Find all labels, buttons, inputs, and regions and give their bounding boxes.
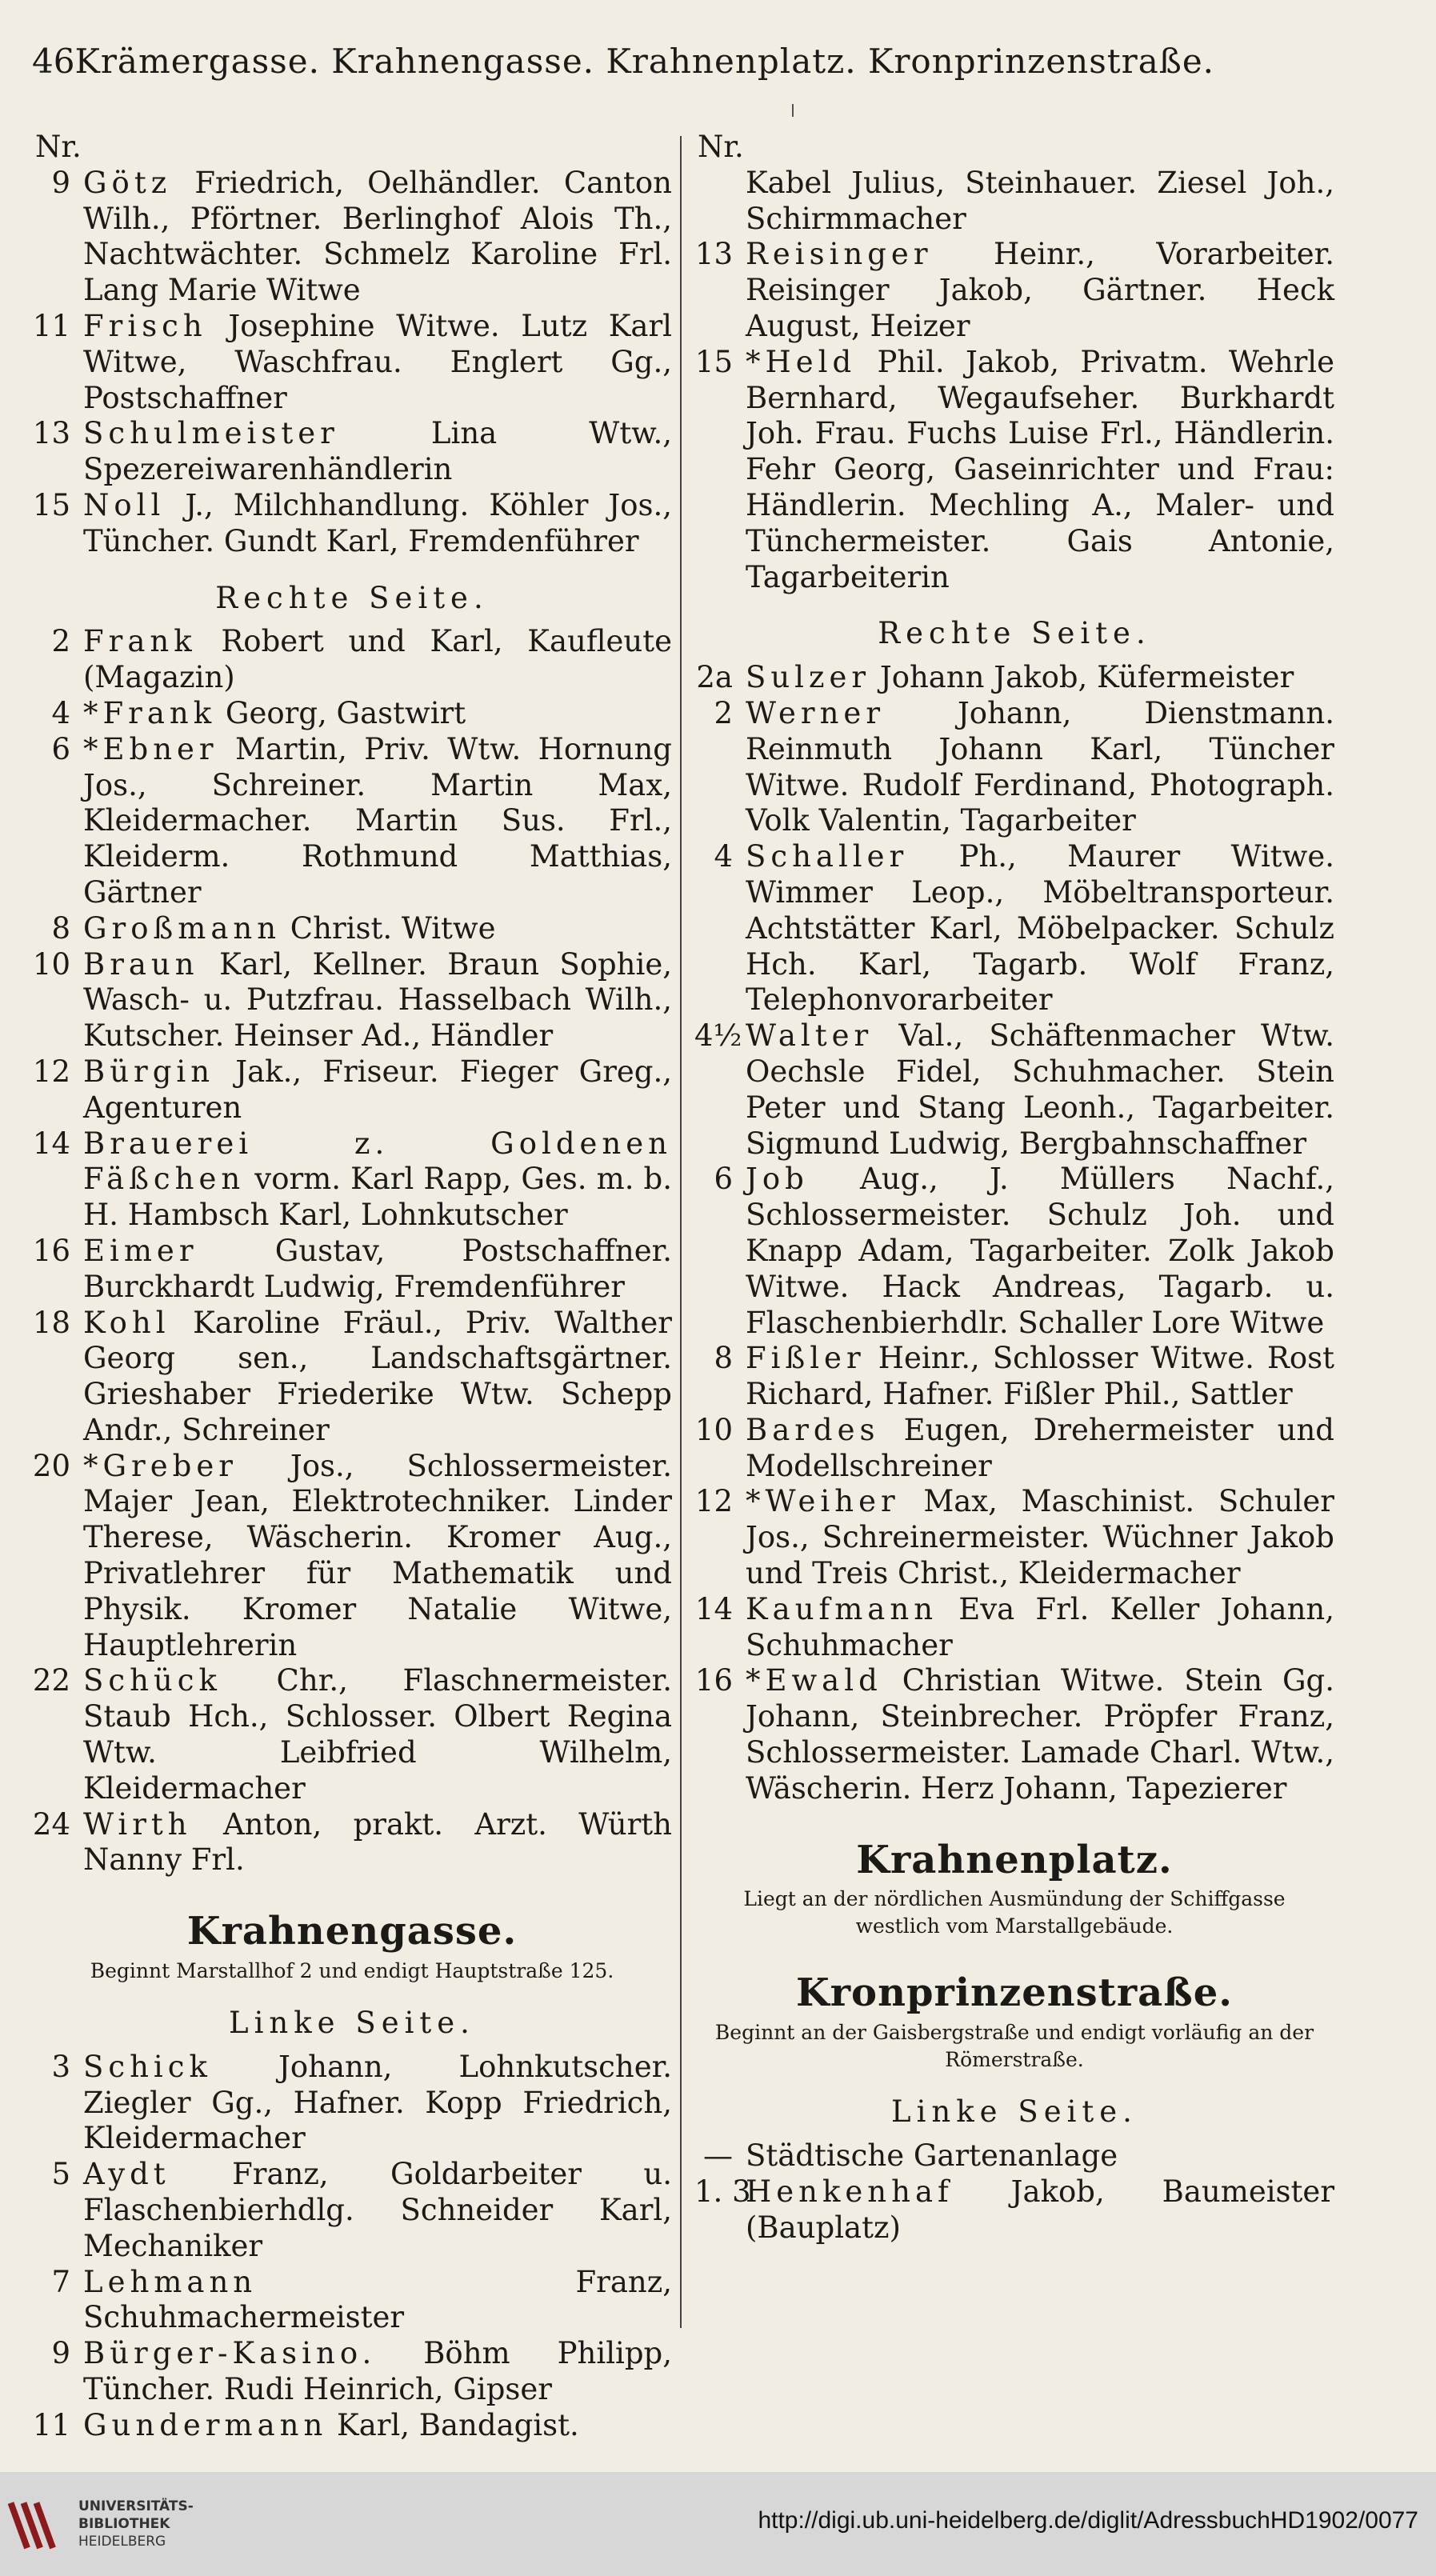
entry-text: Kabel Julius, Steinhauer. Ziesel Joh., Schirmmacher	[746, 165, 1334, 236]
address-entry	[694, 1592, 1334, 1664]
entry-text: vorm. Karl Rapp, Ges. m. b. H. Hambsch Karl, Lohnkutscher	[83, 1162, 672, 1233]
entry-text: Friedrich, Oelhändler. Canton Wilh., Pförtner. Berlinghof Alois Th., Nachtwächter. Schmelz Karoline Frl. Lang Marie Witwe	[83, 165, 672, 308]
house-number: 16	[32, 1233, 70, 1268]
house-number: 11	[32, 308, 70, 343]
house-number: 9	[51, 2336, 70, 2371]
address-entry	[694, 1484, 1334, 1591]
resident-name: Frisch	[83, 308, 207, 343]
resident-name: Eimer	[83, 1233, 198, 1268]
address-entry	[32, 2157, 672, 2264]
house-number: 5	[51, 2157, 70, 2192]
entry-text: Johann, Lohnkutscher. Ziegler Gg., Hafner. Kopp Friedrich, Kleidermacher	[83, 2049, 672, 2156]
entry-text: Städtische Gartenanlage	[746, 2138, 1118, 2174]
resident-name: *Greber	[83, 1448, 238, 1483]
entry-text: Georg, Gastwirt	[216, 695, 466, 730]
entry-text: Josephine Witwe. Lutz Karl Witwe, Waschfrau. Englert Gg., Postschaffner	[83, 308, 672, 415]
side-heading-right: Rechte Seite.	[878, 616, 1151, 651]
entry-list	[694, 2138, 1334, 2246]
address-entry	[694, 1663, 1334, 1806]
side-heading-right: Rechte Seite.	[215, 580, 489, 615]
resident-name: *Ewald	[746, 1663, 882, 1698]
street-title: Krahnengasse.	[186, 1909, 518, 1954]
address-entry	[32, 1807, 672, 1879]
entry-text: Anton, prakt. Arzt. Würth Nanny Frl.	[83, 1806, 672, 1878]
resident-name: Schick	[83, 2049, 212, 2084]
address-entry	[694, 2138, 1334, 2174]
resident-name: Job	[746, 1162, 809, 1197]
street-title: Krahnenplatz.	[856, 1837, 1173, 1882]
resident-name: *Frank	[83, 695, 217, 730]
resident-name: Lehmann	[83, 2264, 258, 2299]
house-number: 8	[714, 1341, 733, 1376]
house-number: 11	[32, 2407, 70, 2442]
nr-label: Nr.	[698, 130, 744, 164]
address-entry	[694, 345, 1334, 596]
entry-text: Chr., Flaschnermeister. Staub Hch., Schlosser. Olbert Regina Wtw. Leibfried Wilhelm, Kleidermacher	[83, 1663, 672, 1806]
house-number: 22	[32, 1663, 70, 1698]
address-entry	[32, 1054, 672, 1126]
address-entry	[32, 947, 672, 1054]
house-number: 18	[32, 1305, 70, 1340]
running-head	[32, 42, 1215, 81]
address-entry	[32, 1449, 672, 1664]
house-number: 7	[51, 2264, 70, 2299]
resident-name: Reisinger	[746, 237, 933, 272]
resident-name: Werner	[746, 695, 886, 730]
address-entry	[32, 2050, 672, 2157]
entry-list	[32, 624, 672, 1878]
entry-text: Jakob, Baumeister (Bauplatz)	[746, 2174, 1334, 2245]
resident-name: Kohl	[83, 1305, 170, 1340]
entry-list	[694, 660, 1334, 1807]
resident-name: Schück	[83, 1663, 222, 1698]
house-number: 4	[51, 695, 70, 730]
entry-text: Karl, Bandagist.	[327, 2407, 579, 2442]
entry-text: Christ. Witwe	[281, 910, 496, 946]
entry-text: Böhm Philipp, Tüncher. Rudi Heinrich, Gipser	[83, 2336, 672, 2407]
entry-text: Johann Jakob, Küfermeister	[870, 660, 1294, 695]
address-entry	[32, 732, 672, 911]
resident-name: Wirth	[83, 1806, 192, 1842]
house-number: 8	[51, 910, 70, 946]
resident-name: *Held	[746, 344, 857, 379]
house-number: 3	[51, 2049, 70, 2084]
street-description: Beginnt Marstallhof 2 und endigt Hauptstraße 125.	[90, 1959, 614, 1983]
entry-text: J., Milchhandlung. Köhler Jos., Tüncher. Gundt Karl, Fremdenführer	[83, 487, 672, 558]
address-entry	[694, 660, 1334, 696]
house-number: 24	[32, 1806, 70, 1842]
house-number: 15	[32, 487, 70, 522]
house-number: 13	[694, 237, 733, 272]
resident-name: Sulzer	[746, 660, 871, 695]
logo-line: UNIVERSITÄTS-	[78, 2498, 194, 2514]
viewer-footer	[0, 2472, 1436, 2576]
resident-name: Götz	[83, 165, 172, 200]
street-description: Beginnt an der Gaisbergstraße und endigt vorläufig an der Römerstraße.	[714, 2021, 1314, 2072]
entry-text: Martin, Priv. Wtw. Hornung Jos., Schreiner. Martin Max, Kleidermacher. Martin Sus. Frl., Kleiderm. Rothmund Matthias, Gärtner	[83, 731, 672, 910]
entry-text: Karl, Kellner. Braun Sophie, Wasch- u. Putzfrau. Hasselbach Wilh., Kutscher. Heinser Ad., Händler	[83, 946, 672, 1054]
house-number: 9	[51, 165, 70, 200]
address-entry	[694, 1413, 1334, 1485]
header-tick-mark	[792, 104, 794, 117]
entry-text: Phil. Jakob, Privatm. Wehrle Bernhard, Wegaufseher. Burkhardt Joh. Frau. Fuchs Luise Frl., Händlerin. Fehr Georg, Gaseinrichter und Frau: Händlerin. Mechling A., Maler- und Tünchermeister. Gais Antonie, Tagarbeiterin	[746, 344, 1334, 594]
entry-text: Franz, Schuhmachermeister	[83, 2264, 672, 2335]
side-heading-left: Linke Seite.	[229, 2006, 475, 2041]
resident-name: Bardes	[746, 1412, 880, 1447]
entry-text: Ph., Maurer Witwe. Wimmer Leop., Möbeltransporteur. Achtstätter Karl, Möbelpacker. Schulz Hch. Karl, Tagarb. Wolf Franz, Telephonvorarbeiter	[746, 839, 1334, 1018]
resident-name: Noll	[83, 487, 166, 522]
resident-name: Fißler	[746, 1341, 866, 1376]
page-title: Krämergasse. Krahnengasse. Krahnenplatz. Kronprinzenstraße.	[74, 42, 1215, 81]
address-entry	[32, 911, 672, 947]
address-entry	[32, 1234, 672, 1306]
house-number: 14	[32, 1126, 70, 1161]
house-number: 6	[51, 731, 70, 766]
resident-name: *Weiher	[746, 1484, 900, 1519]
address-entry	[32, 488, 672, 560]
address-entry	[694, 166, 1334, 238]
entry-text: Eva Frl. Keller Johann, Schuhmacher	[746, 1591, 1334, 1662]
address-entry	[32, 166, 672, 309]
house-number: 2	[714, 695, 733, 730]
address-entry	[694, 1162, 1334, 1341]
permalink-url[interactable]: http://digi.ub.uni-heidelberg.de/diglit/AdressbuchHD1902/0077	[758, 2507, 1418, 2534]
entry-text: Franz, Goldarbeiter u. Flaschenbierhdlg. Schneider Karl, Mechaniker	[83, 2157, 672, 2263]
left-column	[32, 130, 672, 2444]
house-number: 1. 3	[694, 2174, 751, 2209]
address-entry	[694, 1341, 1334, 1413]
logo-line: HEIDELBERG	[78, 2534, 166, 2550]
address-entry	[32, 624, 672, 696]
library-logo-text	[78, 2498, 194, 2550]
house-number: 12	[694, 1484, 733, 1519]
entry-text: Max, Maschinist. Schuler Jos., Schreinermeister. Wüchner Jakob und Treis Christ., Kleidermacher	[746, 1484, 1334, 1591]
entry-text: Eugen, Drehermeister und Modellschreiner	[746, 1412, 1334, 1483]
house-number: 2a	[696, 660, 733, 695]
entry-list	[32, 166, 672, 560]
resident-name: Kaufmann	[746, 1591, 938, 1626]
library-logo-icon	[16, 2498, 67, 2550]
resident-name: Bürgin	[83, 1054, 215, 1089]
address-entry	[694, 839, 1334, 1018]
house-number: 10	[32, 946, 70, 982]
address-entry	[32, 2265, 672, 2337]
house-number: 4	[714, 839, 733, 874]
entry-text: Johann, Dienstmann. Reinmuth Johann Karl, Tüncher Witwe. Rudolf Ferdinand, Photograph. Volk Valentin, Tagarbeiter	[746, 695, 1334, 838]
resident-name: Henkenhaf	[746, 2174, 954, 2209]
house-number: 12	[32, 1054, 70, 1089]
address-entry	[694, 1018, 1334, 1162]
entry-text: Jak., Friseur. Fieger Greg., Agenturen	[83, 1054, 672, 1125]
resident-name: Braun	[83, 946, 199, 982]
resident-name: Frank	[83, 624, 197, 659]
street-title: Kronprinzenstraße.	[796, 1970, 1233, 2016]
entry-text: Heinr., Vorarbeiter. Reisinger Jakob, Gärtner. Heck August, Heizer	[746, 237, 1334, 343]
nr-label: Nr.	[35, 130, 82, 164]
right-column	[694, 130, 1334, 2246]
resident-name: Schulmeister	[83, 416, 339, 451]
resident-name: Bürger-Kasino.	[83, 2336, 377, 2371]
entry-text: Karoline Fräul., Priv. Walther Georg sen., Landschaftsgärtner. Grieshaber Friederike Wtw. Schepp Andr., Schreiner	[83, 1305, 672, 1447]
address-entry	[32, 416, 672, 488]
column-divider	[680, 136, 682, 2328]
entry-text: Aug., J. Müllers Nachf., Schlossermeister. Schulz Joh. und Knapp Adam, Tagarbeiter. Zolk Jakob Witwe. Hack Andreas, Tagarb. u. Flaschenbierhdlr. Schaller Lore Witwe	[746, 1162, 1334, 1340]
house-number: 6	[714, 1162, 733, 1197]
resident-name: Schaller	[746, 839, 909, 874]
house-number: 15	[694, 344, 733, 379]
address-entry	[32, 1306, 672, 1449]
entry-text: Jos., Schlossermeister. Majer Jean, Elektrotechniker. Linder Therese, Wäscherin. Kromer Aug., Privatlehrer für Mathematik und Physik. Kromer Natalie Witwe, Hauptlehrerin	[83, 1448, 672, 1662]
address-entry	[694, 237, 1334, 344]
entry-list	[694, 166, 1334, 596]
resident-name: Großmann	[83, 910, 282, 946]
page-number: 46	[32, 42, 75, 81]
house-number: 2	[51, 624, 70, 659]
entry-text: Heinr., Schlosser Witwe. Rost Richard, Hafner. Fißler Phil., Sattler	[746, 1341, 1334, 1412]
address-entry	[694, 2174, 1334, 2246]
house-number: 20	[32, 1448, 70, 1483]
house-number: —	[703, 2138, 733, 2174]
house-number: 10	[694, 1412, 733, 1447]
house-number: 13	[32, 416, 70, 451]
resident-name: Walter	[746, 1018, 874, 1054]
address-entry	[32, 1126, 672, 1234]
address-entry	[32, 2408, 672, 2444]
street-description: Liegt an der nördlichen Ausmündung der Schiffgasse westlich vom Marstallgebäude.	[743, 1887, 1286, 1938]
entry-text: Christian Witwe. Stein Gg. Johann, Steinbrecher. Pröpfer Franz, Schlossermeister. Lamade Charl. Wtw., Wäscherin. Herz Johann, Tapezierer	[746, 1663, 1334, 1806]
resident-name: *Ebner	[83, 731, 218, 766]
address-entry	[32, 309, 672, 416]
house-number: 4½	[694, 1018, 742, 1054]
entry-text: Robert und Karl, Kaufleute (Magazin)	[83, 624, 672, 695]
entry-text: Lina Wtw., Spezereiwarenhändlerin	[83, 416, 672, 487]
address-entry	[32, 696, 672, 732]
resident-name: Gundermann	[83, 2407, 328, 2442]
address-entry	[694, 696, 1334, 839]
entry-text: Gustav, Postschaffner. Burckhardt Ludwig, Fremdenführer	[83, 1233, 672, 1304]
resident-name: Aydt	[83, 2157, 170, 2192]
house-number: 16	[694, 1663, 733, 1698]
address-entry	[32, 2336, 672, 2408]
address-entry	[32, 1663, 672, 1806]
house-number: 14	[694, 1591, 733, 1626]
entry-text: Val., Schäftenmacher Wtw. Oechsle Fidel, Schuhmacher. Stein Peter und Stang Leonh., Tagarbeiter. Sigmund Ludwig, Bergbahnschaffner	[746, 1018, 1334, 1161]
logo-line: BIBLIOTHEK	[78, 2516, 170, 2532]
side-heading-left: Linke Seite.	[891, 2094, 1138, 2130]
resident-name: Brauerei z. Goldenen Fäßchen	[83, 1126, 672, 1197]
library-logo[interactable]	[16, 2498, 194, 2550]
entry-list	[32, 2050, 672, 2444]
